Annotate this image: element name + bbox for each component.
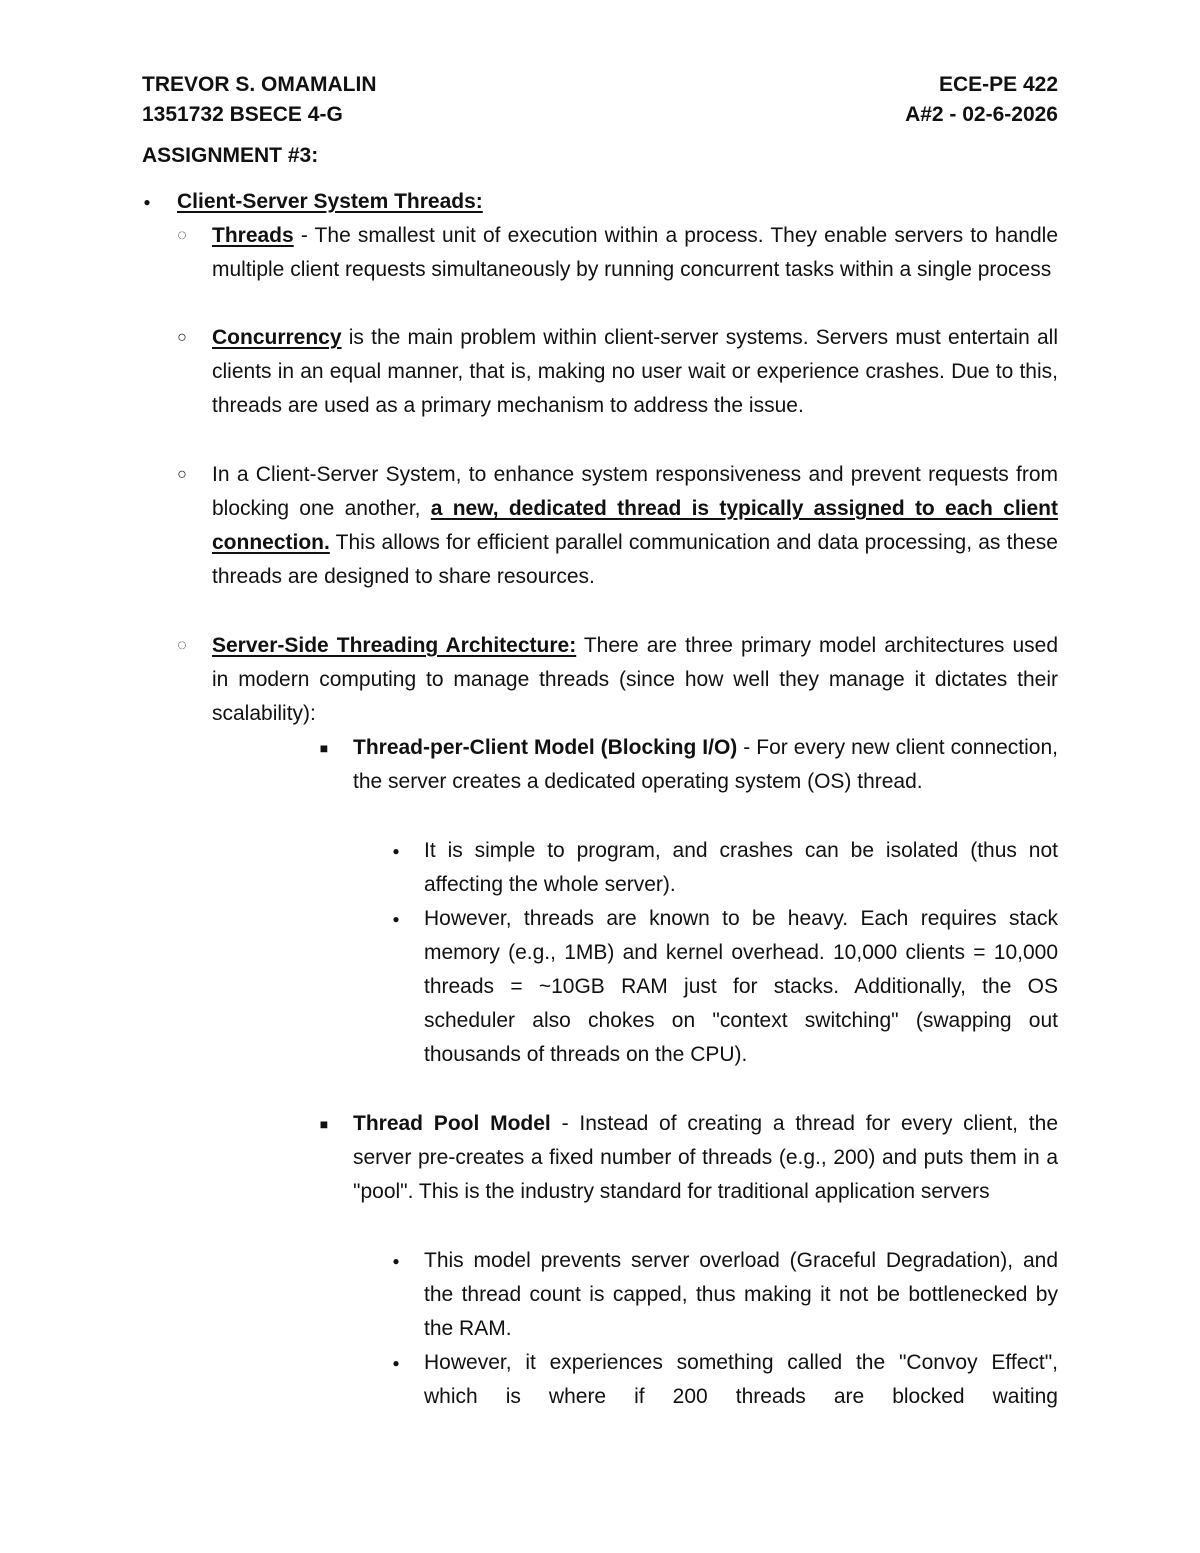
assignment-date: A#2 - 02-6-2026 [905, 103, 1058, 126]
thread-per-client-con: However, threads are known to be heavy. Each requires stack memory (e.g., 1MB) and kernel overhead. 10,000 clients = 10,000 threads = ~10GB RAM just for stacks. Additionally, the OS scheduler also chokes on "context switching" (swapping out thousands of threads on the CPU). [424, 907, 1058, 1066]
square-bullet-icon: ■ [319, 1116, 329, 1132]
hollow-circle-bullet-icon: ○ [177, 466, 187, 483]
bullet-icon: ● [143, 195, 151, 209]
term-concurrency: Concurrency [212, 326, 342, 349]
bullet-icon: ● [392, 912, 400, 926]
concurrency-definition: is the main problem within client-server systems. Servers must entertain all clients in an equal manner, that is, making no user wait or experience crashes. Due to this, threads are used as a primary mechanism to address the issue. [212, 326, 1058, 417]
thread-pool-pro: This model prevents server overload (Graceful Degradation), and the thread count is capped, thus making it not be bottlenecked by the RAM. [424, 1249, 1058, 1340]
model-thread-per-client [353, 731, 1058, 799]
list-item-dedicated-thread [212, 458, 1058, 594]
thread-pool-con: However, it experiences something called the "Convoy Effect", which is where if 200 threads are blocked waiting [424, 1351, 1058, 1408]
dedicated-thread-emphasis: a new, dedicated thread is typically assigned to each client connection. [212, 497, 1058, 554]
section-heading: Client-Server System Threads: [177, 190, 483, 213]
model-thread-pool-description: - Instead of creating a thread for every client, the server pre-creates a fixed number of threads (e.g., 200) and puts them in a "pool". This is the industry standard for traditional application servers [353, 1112, 1058, 1203]
bullet-icon: ● [392, 844, 400, 858]
term-server-side-architecture: Server-Side Threading Architecture: [212, 634, 577, 657]
list-item-concurrency [212, 321, 1058, 423]
model-thread-pool [353, 1107, 1058, 1209]
student-id-section: 1351732 BSECE 4-G [142, 103, 343, 126]
dotted-circle-bullet-icon: ◌ [177, 637, 187, 654]
square-bullet-icon: ■ [319, 740, 329, 756]
list-item-threads [212, 219, 1058, 287]
architecture-description: There are three primary model architectures used in modern computing to manage threads (since how well they manage it dictates their scalability): [212, 634, 1058, 725]
threads-definition: - The smallest unit of execution within a process. They enable servers to handle multiple client requests simultaneously by running concurrent tasks within a single process [212, 224, 1058, 281]
hollow-circle-bullet-icon: ○ [177, 329, 187, 346]
list-item-architecture [212, 629, 1058, 731]
model-thread-per-client-description: - For every new client connection, the server creates a dedicated operating system (OS) thread. [353, 736, 1058, 793]
thread-per-client-pro: It is simple to program, and crashes can be isolated (thus not affecting the whole server). [424, 839, 1058, 896]
author-name: TREVOR S. OMAMALIN [142, 73, 377, 96]
term-threads: Threads [212, 224, 294, 247]
model-thread-per-client-title: Thread-per-Client Model (Blocking I/O) [353, 736, 738, 759]
course-code: ECE-PE 422 [938, 73, 1058, 96]
bullet-icon: ● [392, 1356, 400, 1370]
page-title: ASSIGNMENT #3: [142, 144, 319, 167]
bullet-icon: ● [392, 1254, 400, 1268]
dedicated-thread-intro: In a Client-Server System, to enhance system responsiveness and prevent requests from blocking one another, [212, 463, 1058, 520]
model-thread-pool-title: Thread Pool Model [353, 1112, 551, 1135]
dotted-circle-bullet-icon: ◌ [177, 227, 187, 244]
dedicated-thread-detail: This allows for efficient parallel communication and data processing, as these threads are designed to share resources. [212, 531, 1058, 588]
